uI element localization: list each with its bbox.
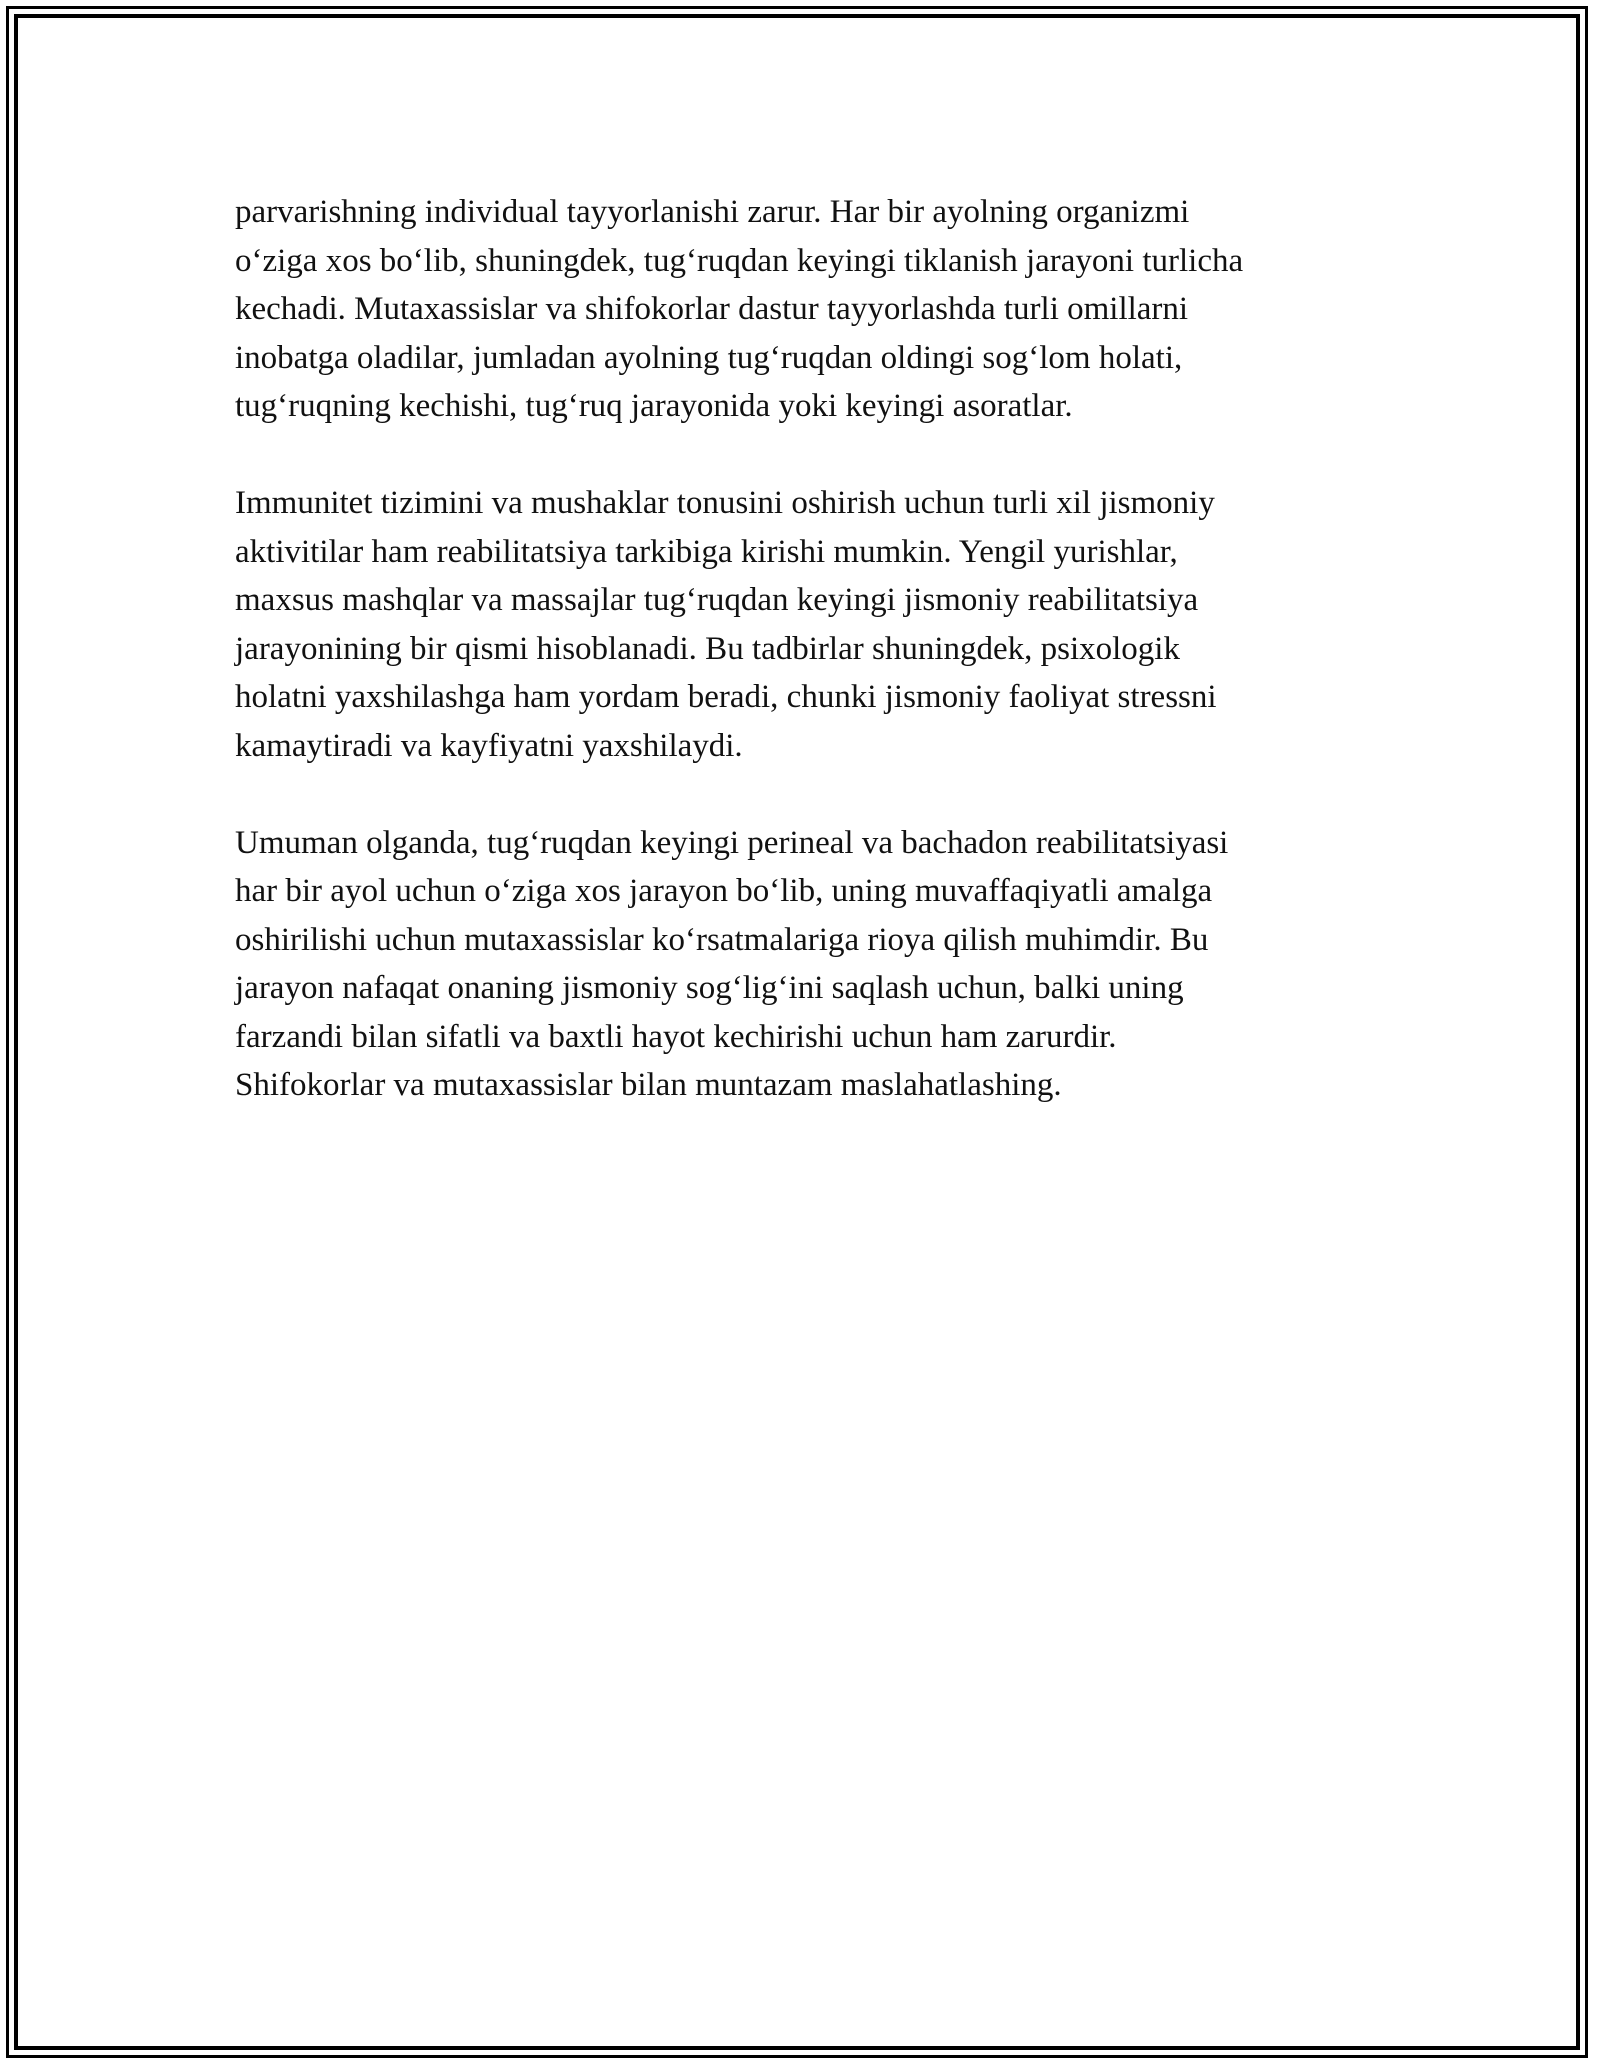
text-line: Shifokorlar va mutaxassislar bilan muntazam maslahatlashing. [235,1067,1062,1103]
text-line: farzandi bilan sifatli va baxtli hayot kechirishi uchun ham zarurdir. [235,1018,1117,1055]
paragraph-physical-activity [235,479,1405,770]
text-line: jarayon nafaqat onaning jismoniy sog‘lig‘ini saqlash uchun, balki uning [235,970,1184,1006]
text-line: jarayonining bir qismi hisoblanadi. Bu tadbirlar shuningdek, psixologik [235,630,1180,667]
text-line: kamaytiradi va kayfiyatni yaxshilaydi. [235,727,743,764]
text-line: kechadi. Mutaxassislar va shifokorlar dastur tayyorlashda turli omillarni [235,291,1189,327]
paragraph-conclusion [235,819,1405,1110]
text-line: inobatga oladilar, jumladan ayolning tug‘ruqdan oldingi sog‘lom holati, [235,339,1183,376]
text-line: maxsus mashqlar va massajlar tug‘ruqdan keyingi jismoniy reabilitatsiya [235,582,1199,618]
text-line: holatni yaxshilashga ham yordam beradi, chunki jismoniy faoliyat stressni [235,679,1217,715]
text-line: oshirilishi uchun mutaxassislar ko‘rsatmalariga rioya qilish muhimdir. Bu [235,921,1209,958]
text-line: tug‘ruqning kechishi, tug‘ruq jarayonida yoki keyingi asoratlar. [235,388,1073,424]
text-line: aktivitilar ham reabilitatsiya tarkibiga kirishi mumkin. Yengil yurishlar, [235,533,1178,570]
text-line: Umuman olganda, tug‘ruqdan keyingi perineal va bachadon reabilitatsiyasi [235,824,1229,861]
text-line: Immunitet tizimini va mushaklar tonusini oshirish uchun turli xil jismoniy [235,485,1215,521]
document-body [235,188,1405,1158]
text-line: har bir ayol uchun o‘ziga xos jarayon bo‘lib, uning muvaffaqiyatli amalga [235,873,1213,909]
text-line: parvarishning individual tayyorlanishi zarur. Har bir ayolning organizmi [235,194,1190,230]
text-line: o‘ziga xos bo‘lib, shuningdek, tug‘ruqdan keyingi tiklanish jarayoni turlicha [235,242,1244,279]
paragraph-individual-care [235,188,1405,431]
